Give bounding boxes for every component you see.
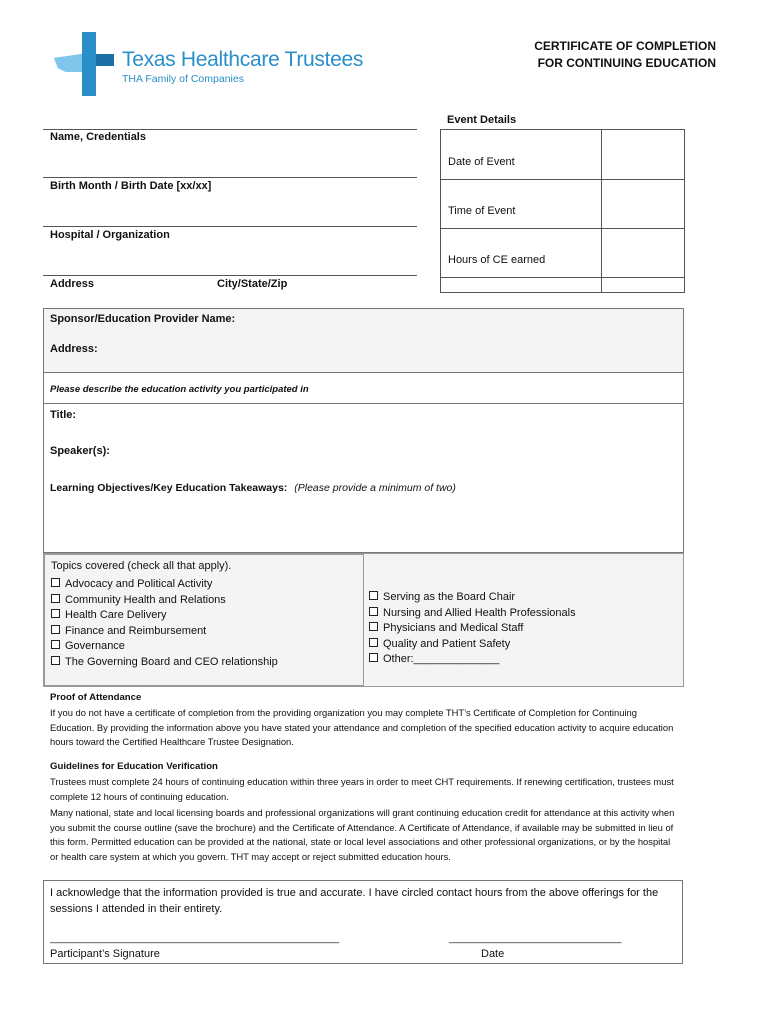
date-label: Date — [481, 948, 505, 960]
topics-left-column — [44, 554, 364, 686]
objectives-line — [50, 482, 456, 494]
certificate-title-line2: FOR CONTINUING EDUCATION — [537, 56, 716, 70]
topic-checkbox-item[interactable] — [51, 577, 278, 593]
topic-label: Governance — [65, 640, 125, 653]
proof-text: If you do not have a certificate of completion from the providing organization you may complete THT’s Certificate of Completion for Continuing Education. By providing the information above you have stated your attendance and completion of the specified education activity to acquire education hours toward the Certified Healthcare Trustee Designation. — [50, 707, 674, 747]
checkbox-icon[interactable] — [51, 594, 60, 603]
org-name: Texas Healthcare Trustees — [122, 48, 364, 71]
checkbox-icon[interactable] — [51, 640, 60, 649]
hours-ce-label: Hours of CE earned — [448, 254, 546, 266]
topic-checkbox-item[interactable] — [369, 637, 576, 653]
topic-label: Other:______________ — [383, 653, 500, 666]
topic-checkbox-item[interactable] — [51, 608, 278, 624]
guidelines-heading: Guidelines for Education Verification — [50, 761, 218, 772]
topic-label: The Governing Board and CEO relationship — [65, 655, 278, 668]
address-field-line[interactable] — [43, 275, 417, 276]
hospital-field-line[interactable] — [43, 226, 417, 227]
date-line[interactable]: _______________________________ — [449, 933, 622, 944]
birth-date-label: Birth Month / Birth Date [xx/xx] — [50, 180, 212, 192]
checkbox-icon[interactable] — [51, 609, 60, 618]
event-row-hours — [441, 228, 684, 278]
topic-label: Finance and Reimbursement — [65, 624, 207, 637]
checkbox-icon[interactable] — [369, 607, 378, 616]
topics-right-list — [369, 590, 576, 668]
birth-field-line[interactable] — [43, 177, 417, 178]
topics-heading: Topics covered (check all that apply). — [51, 560, 232, 572]
topic-checkbox-item[interactable] — [369, 621, 576, 637]
topics-box — [43, 553, 684, 687]
topic-label: Community Health and Relations — [65, 593, 226, 606]
speaker-label: Speaker(s): — [50, 445, 110, 457]
event-row-time — [441, 179, 684, 229]
acknowledgement-text: I acknowledge that the information provided is true and accurate. I have circled contact hours from the above offerings for the sessions I attended in their entirety. — [50, 887, 659, 915]
describe-activity-label: Please describe the education activity you participated in — [50, 384, 309, 395]
guidelines-text-2: Many national, state and local licensing boards and professional organizations will grant continuing education credit for attendance at this activity when you submit the course outline (save the brochure) and the Certificate of Attendance. A Certificate of Attendance, if available may be submitted in lieu of this form. Permitted education can be provided at the national, state or local level associations and other professional organizations, or by the hospital or health care system at which you govern. THT may accept or reject submitted education hours. — [50, 807, 675, 862]
objectives-hint: (Please provide a minimum of two) — [294, 482, 456, 494]
proof-heading: Proof of Attendance — [50, 692, 142, 703]
certificate-title — [534, 38, 716, 72]
topic-label: Serving as the Board Chair — [383, 591, 516, 603]
topic-label: Physicians and Medical Staff — [383, 622, 524, 635]
topic-label: Advocacy and Political Activity — [65, 578, 213, 590]
topic-checkbox-item[interactable] — [51, 655, 278, 671]
sponsor-box — [43, 308, 684, 373]
describe-activity-box — [43, 372, 684, 404]
checkbox-icon[interactable] — [51, 625, 60, 634]
event-row-blank — [441, 277, 684, 293]
event-row-date — [441, 130, 684, 180]
topic-checkbox-item[interactable] — [369, 606, 576, 622]
checkbox-icon[interactable] — [51, 578, 60, 587]
checkbox-icon[interactable] — [51, 656, 60, 665]
topic-checkbox-item[interactable] — [51, 624, 278, 640]
sponsor-address-label: Address: — [50, 343, 98, 355]
checkbox-icon[interactable] — [369, 638, 378, 647]
certificate-title-line1: CERTIFICATE OF COMPLETION — [534, 39, 716, 53]
topic-checkbox-item[interactable] — [369, 652, 576, 668]
topic-checkbox-item[interactable] — [51, 593, 278, 609]
event-details-table — [440, 129, 685, 293]
medical-cross-icon — [52, 30, 116, 98]
signature-label: Participant’s Signature — [50, 948, 160, 960]
date-of-event-label: Date of Event — [448, 156, 515, 168]
guidelines-text-1: Trustees must complete 24 hours of continuing education within three years in order to meet CHT requirements. If renewing certification, trustees must complete 12 hours of continuing education. — [50, 776, 674, 802]
address-label: Address — [50, 278, 95, 290]
checkbox-icon[interactable] — [369, 622, 378, 631]
city-state-zip-label: City/State/Zip — [217, 278, 288, 290]
title-label: Title: — [50, 409, 77, 421]
hospital-label: Hospital / Organization — [50, 229, 170, 241]
topics-left-list — [51, 577, 278, 671]
topic-label: Health Care Delivery — [65, 609, 167, 622]
topic-label: Nursing and Allied Health Professionals — [383, 606, 576, 619]
topic-checkbox-item[interactable] — [51, 639, 278, 655]
org-subtitle: THA Family of Companies — [122, 73, 244, 85]
topic-label: Quality and Patient Safety — [383, 637, 511, 650]
name-credentials-label: Name, Credentials — [50, 131, 146, 143]
signature-line[interactable]: ____________________________________________________ — [50, 933, 340, 944]
time-of-event-label: Time of Event — [448, 205, 516, 217]
sponsor-name-label: Sponsor/Education Provider Name: — [50, 313, 236, 325]
objectives-label: Learning Objectives/Key Education Takeaways: — [50, 482, 288, 494]
acknowledgement-box — [43, 880, 683, 964]
checkbox-icon[interactable] — [369, 653, 378, 662]
checkbox-icon[interactable] — [369, 591, 378, 600]
name-field-line[interactable] — [43, 129, 417, 130]
topic-checkbox-item[interactable] — [369, 590, 576, 606]
activity-box — [43, 403, 684, 553]
event-details-title: Event Details — [447, 114, 517, 126]
